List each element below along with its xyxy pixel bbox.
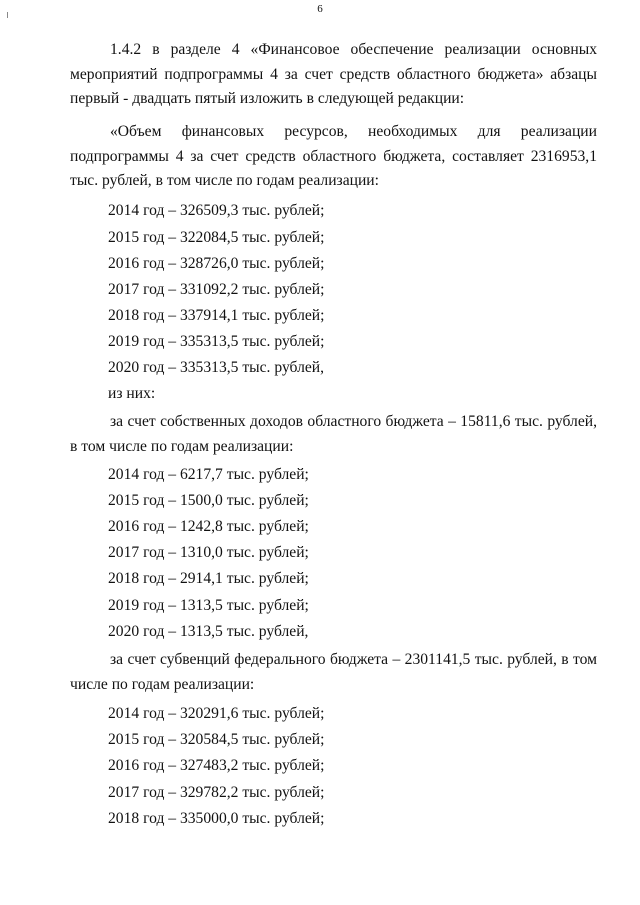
own-income-year-2019: 2019 год – 1313,5 тыс. рублей; [108,597,309,614]
total-year-2015: 2015 год – 322084,5 тыс. рублей; [108,229,325,246]
total-year-2019: 2019 год – 335313,5 тыс. рублей; [108,333,325,350]
own-income-year-2015: 2015 год – 1500,0 тыс. рублей; [108,492,309,509]
total-year-2014: 2014 год – 326509,3 тыс. рублей; [108,202,325,219]
own-income-year-2017: 2017 год – 1310,0 тыс. рублей; [108,544,309,561]
federal-year-2017: 2017 год – 329782,2 тыс. рублей; [108,784,325,801]
total-year-2018: 2018 год – 337914,1 тыс. рублей; [108,307,325,324]
own-income-year-2020: 2020 год – 1313,5 тыс. рублей, [108,623,309,640]
own-income-paragraph: за счет собственных доходов областного бюджета – 15811,6 тыс. рублей, в том числе по годам реализации: [70,413,597,455]
intro-paragraph: 1.4.2 в разделе 4 «Финансовое обеспечение реализации основных мероприятий подпрограммы 4 за счет средств областного бюджета» абзацы первый - двадцать пятый изложить в следующей редакции: [70,41,597,107]
total-year-2016: 2016 год – 328726,0 тыс. рублей; [108,255,325,272]
main-paragraph: «Объем финансовых ресурсов, необходимых для реализации подпрограммы 4 за счет средств областного бюджета, составляет 2316953,1 тыс. рублей, в том числе по годам реализации: [70,123,597,189]
federal-year-2015: 2015 год – 320584,5 тыс. рублей; [108,731,325,748]
own-income-year-2016: 2016 год – 1242,8 тыс. рублей; [108,518,309,535]
federal-paragraph: за счет субвенций федерального бюджета – 2301141,5 тыс. рублей, в том числе по годам реализации: [70,651,597,693]
federal-year-2014: 2014 год – 320291,6 тыс. рублей; [108,705,325,722]
federal-year-2018: 2018 год – 335000,0 тыс. рублей; [108,810,325,827]
own-income-year-2018: 2018 год – 2914,1 тыс. рублей; [108,570,309,587]
federal-year-2016: 2016 год – 327483,2 тыс. рублей; [108,757,325,774]
page-number: 6 [317,3,323,15]
of-them-label: из них: [108,385,156,402]
total-year-2017: 2017 год – 331092,2 тыс. рублей; [108,281,325,298]
own-income-year-2014: 2014 год – 6217,7 тыс. рублей; [108,466,309,483]
total-year-2020: 2020 год – 335313,5 тыс. рублей, [108,359,325,376]
